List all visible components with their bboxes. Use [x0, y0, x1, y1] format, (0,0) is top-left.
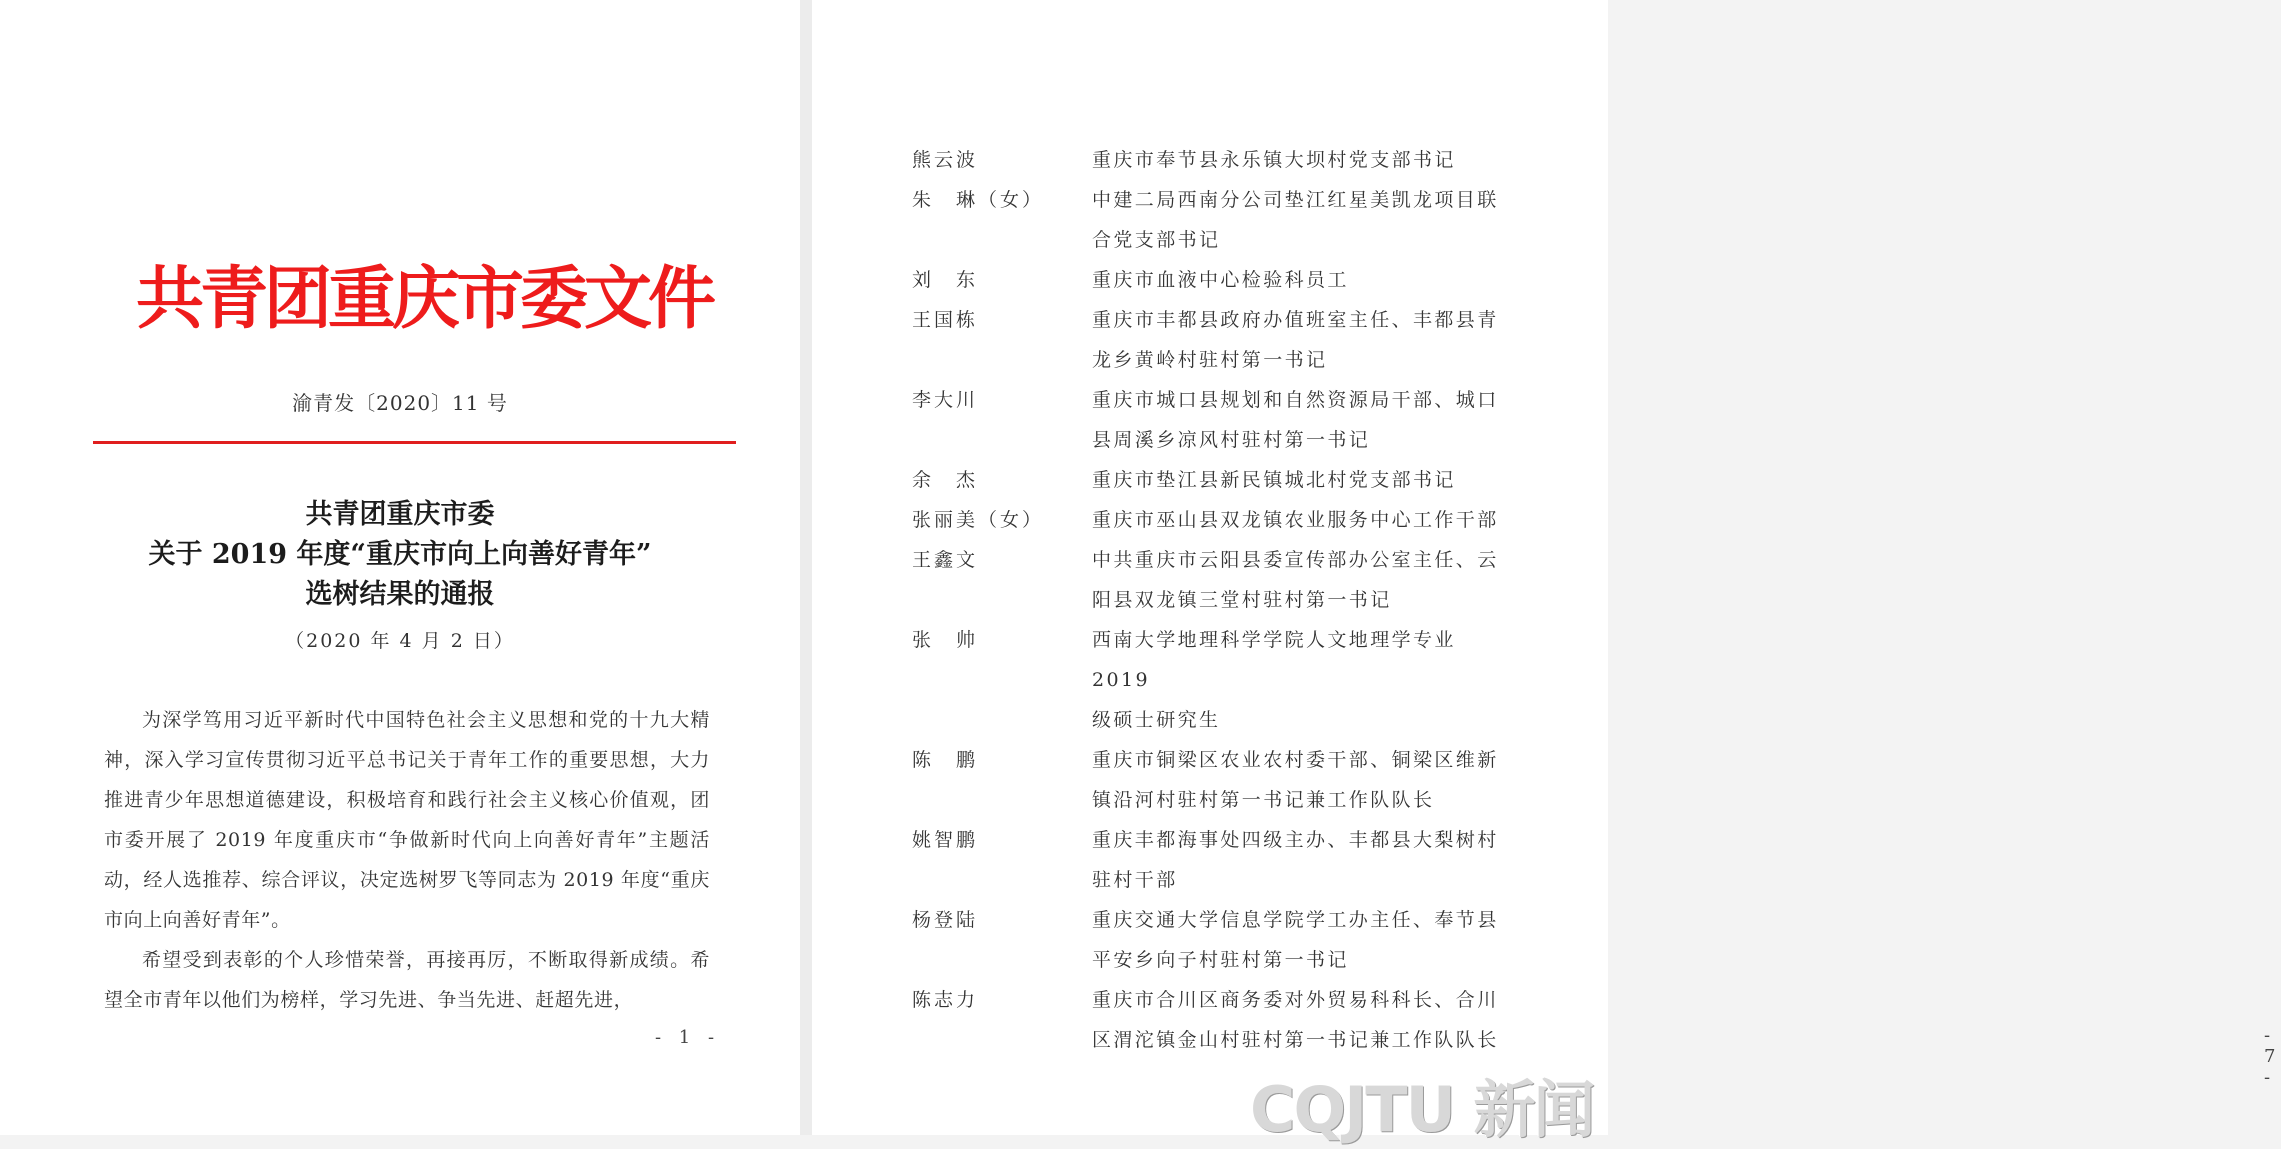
cqjtu-news-watermark: CQJTU 新闻: [1250, 1073, 1594, 1146]
roster-row: [912, 980, 1512, 1020]
name-spacer: [912, 340, 1092, 380]
title-line: 共青团重庆市委: [305, 499, 495, 530]
honoree-role: 中建二局西南分公司垫江红星美凯龙项目联: [1092, 189, 1499, 211]
roster-row: [912, 740, 1512, 780]
honoree-role: 级硕士研究生: [1092, 709, 1221, 731]
honoree-name: 陈志力: [912, 989, 979, 1011]
title-line: 选树结果的通报: [305, 579, 495, 610]
honoree-role: 阳县双龙镇三堂村驻村第一书记: [1092, 589, 1392, 611]
honoree-role: 重庆市巫山县双龙镇农业服务中心工作干部: [1092, 509, 1499, 531]
honoree-name: 张 帅: [912, 629, 979, 651]
roster-row: [912, 460, 1512, 500]
roster-row: [912, 380, 1512, 420]
name-spacer: [912, 780, 1092, 820]
honoree-name: 余 杰: [912, 469, 979, 491]
name-spacer: [912, 940, 1092, 980]
honoree-role: 重庆市铜梁区农业农村委干部、铜梁区维新: [1092, 749, 1499, 771]
honoree-role: 县周溪乡凉风村驻村第一书记: [1092, 429, 1371, 451]
document-number: 渝青发〔2020〕11 号: [292, 391, 508, 415]
roster-row: [912, 220, 1512, 260]
honoree-name: 陈 鹏: [912, 749, 979, 771]
honoree-name: 张丽美（女）: [912, 509, 1045, 531]
honoree-name: 朱 琳（女）: [912, 189, 1045, 211]
honoree-name: 姚智鹏: [912, 829, 979, 851]
document-date: （2020 年 4 月 2 日）: [285, 630, 515, 652]
roster-row: [912, 940, 1512, 980]
honoree-name: 李大川: [912, 389, 979, 411]
roster-row: [912, 780, 1512, 820]
page-number-right: - 7 -: [2264, 1025, 2281, 1088]
honoree-role: 区渭沱镇金山村驻村第一书记兼工作队队长: [1092, 1029, 1499, 1051]
honoree-role: 镇沿河村驻村第一书记兼工作队队长: [1092, 789, 1435, 811]
body-paragraph: 为深学笃用习近平新时代中国特色社会主义思想和党的十九大精神，深入学习宣传贯彻习近平总书记关于青年工作的重要思想，大力推进青少年思想道德建设，积极培育和践行社会主义核心价值观，团市委开展了 2019 年度重庆市“争做新时代向上向善好青年”主题活动，经人选推荐、综合评议，决定选树罗飞等同志为 2019 年度“重庆市向上向善好青年”。: [104, 709, 710, 931]
honoree-name: 王国栋: [912, 309, 979, 331]
name-spacer: [912, 220, 1092, 260]
red-divider-rule: [93, 441, 736, 444]
name-spacer: [912, 420, 1092, 460]
roster-row: [912, 300, 1512, 340]
page-number-left: - 1 -: [655, 1027, 721, 1048]
left-page: [0, 0, 800, 1135]
honoree-roster: [912, 140, 1512, 1060]
roster-row: [912, 620, 1512, 700]
honoree-role: 重庆丰都海事处四级主办、丰都县大梨树村: [1092, 829, 1499, 851]
honoree-role: 龙乡黄岭村驻村第一书记: [1092, 349, 1328, 371]
body-paragraph: 希望受到表彰的个人珍惜荣誉，再接再厉，不断取得新成绩。希望全市青年以他们为榜样，学习先进、争当先进、赶超先进，: [104, 949, 710, 1011]
roster-row: [912, 340, 1512, 380]
honoree-role: 驻村干部: [1092, 869, 1178, 891]
roster-row: [912, 540, 1512, 580]
roster-row: [912, 700, 1512, 740]
roster-row: [912, 260, 1512, 300]
document-org-header: 共青团重庆市委文件: [136, 260, 713, 339]
honoree-role: 重庆市垫江县新民镇城北村党支部书记: [1092, 469, 1456, 491]
roster-row: [912, 900, 1512, 940]
honoree-role: 重庆交通大学信息学院学工办主任、奉节县: [1092, 909, 1499, 931]
roster-row: [912, 180, 1512, 220]
title-line: 关于 2019 年度“重庆市向上向善好青年”: [148, 539, 652, 570]
honoree-role: 重庆市合川区商务委对外贸易科科长、合川: [1092, 989, 1499, 1011]
roster-row: [912, 860, 1512, 900]
honoree-role: 西南大学地理科学学院人文地理学专业 2019: [1092, 629, 1456, 691]
name-spacer: [912, 860, 1092, 900]
roster-row: [912, 420, 1512, 460]
roster-row: [912, 580, 1512, 620]
body-text: [104, 700, 710, 1020]
honoree-role: 合党支部书记: [1092, 229, 1221, 251]
name-spacer: [912, 700, 1092, 740]
honoree-role: 平安乡向子村驻村第一书记: [1092, 949, 1349, 971]
page-gutter: [800, 0, 812, 1135]
honoree-name: 熊云波: [912, 149, 979, 171]
roster-row: [912, 500, 1512, 540]
honoree-role: 重庆市奉节县永乐镇大坝村党支部书记: [1092, 149, 1456, 171]
honoree-role: 重庆市城口县规划和自然资源局干部、城口: [1092, 389, 1499, 411]
honoree-role: 重庆市丰都县政府办值班室主任、丰都县青: [1092, 309, 1499, 331]
name-spacer: [912, 1020, 1092, 1060]
document-title: [0, 495, 800, 615]
honoree-name: 刘 东: [912, 269, 979, 291]
honoree-name: 杨登陆: [912, 909, 979, 931]
honoree-role: 中共重庆市云阳县委宣传部办公室主任、云: [1092, 549, 1499, 571]
roster-row: [912, 820, 1512, 860]
roster-row: [912, 1020, 1512, 1060]
roster-row: [912, 140, 1512, 180]
name-spacer: [912, 580, 1092, 620]
honoree-name: 王鑫文: [912, 549, 979, 571]
honoree-role: 重庆市血液中心检验科员工: [1092, 269, 1349, 291]
